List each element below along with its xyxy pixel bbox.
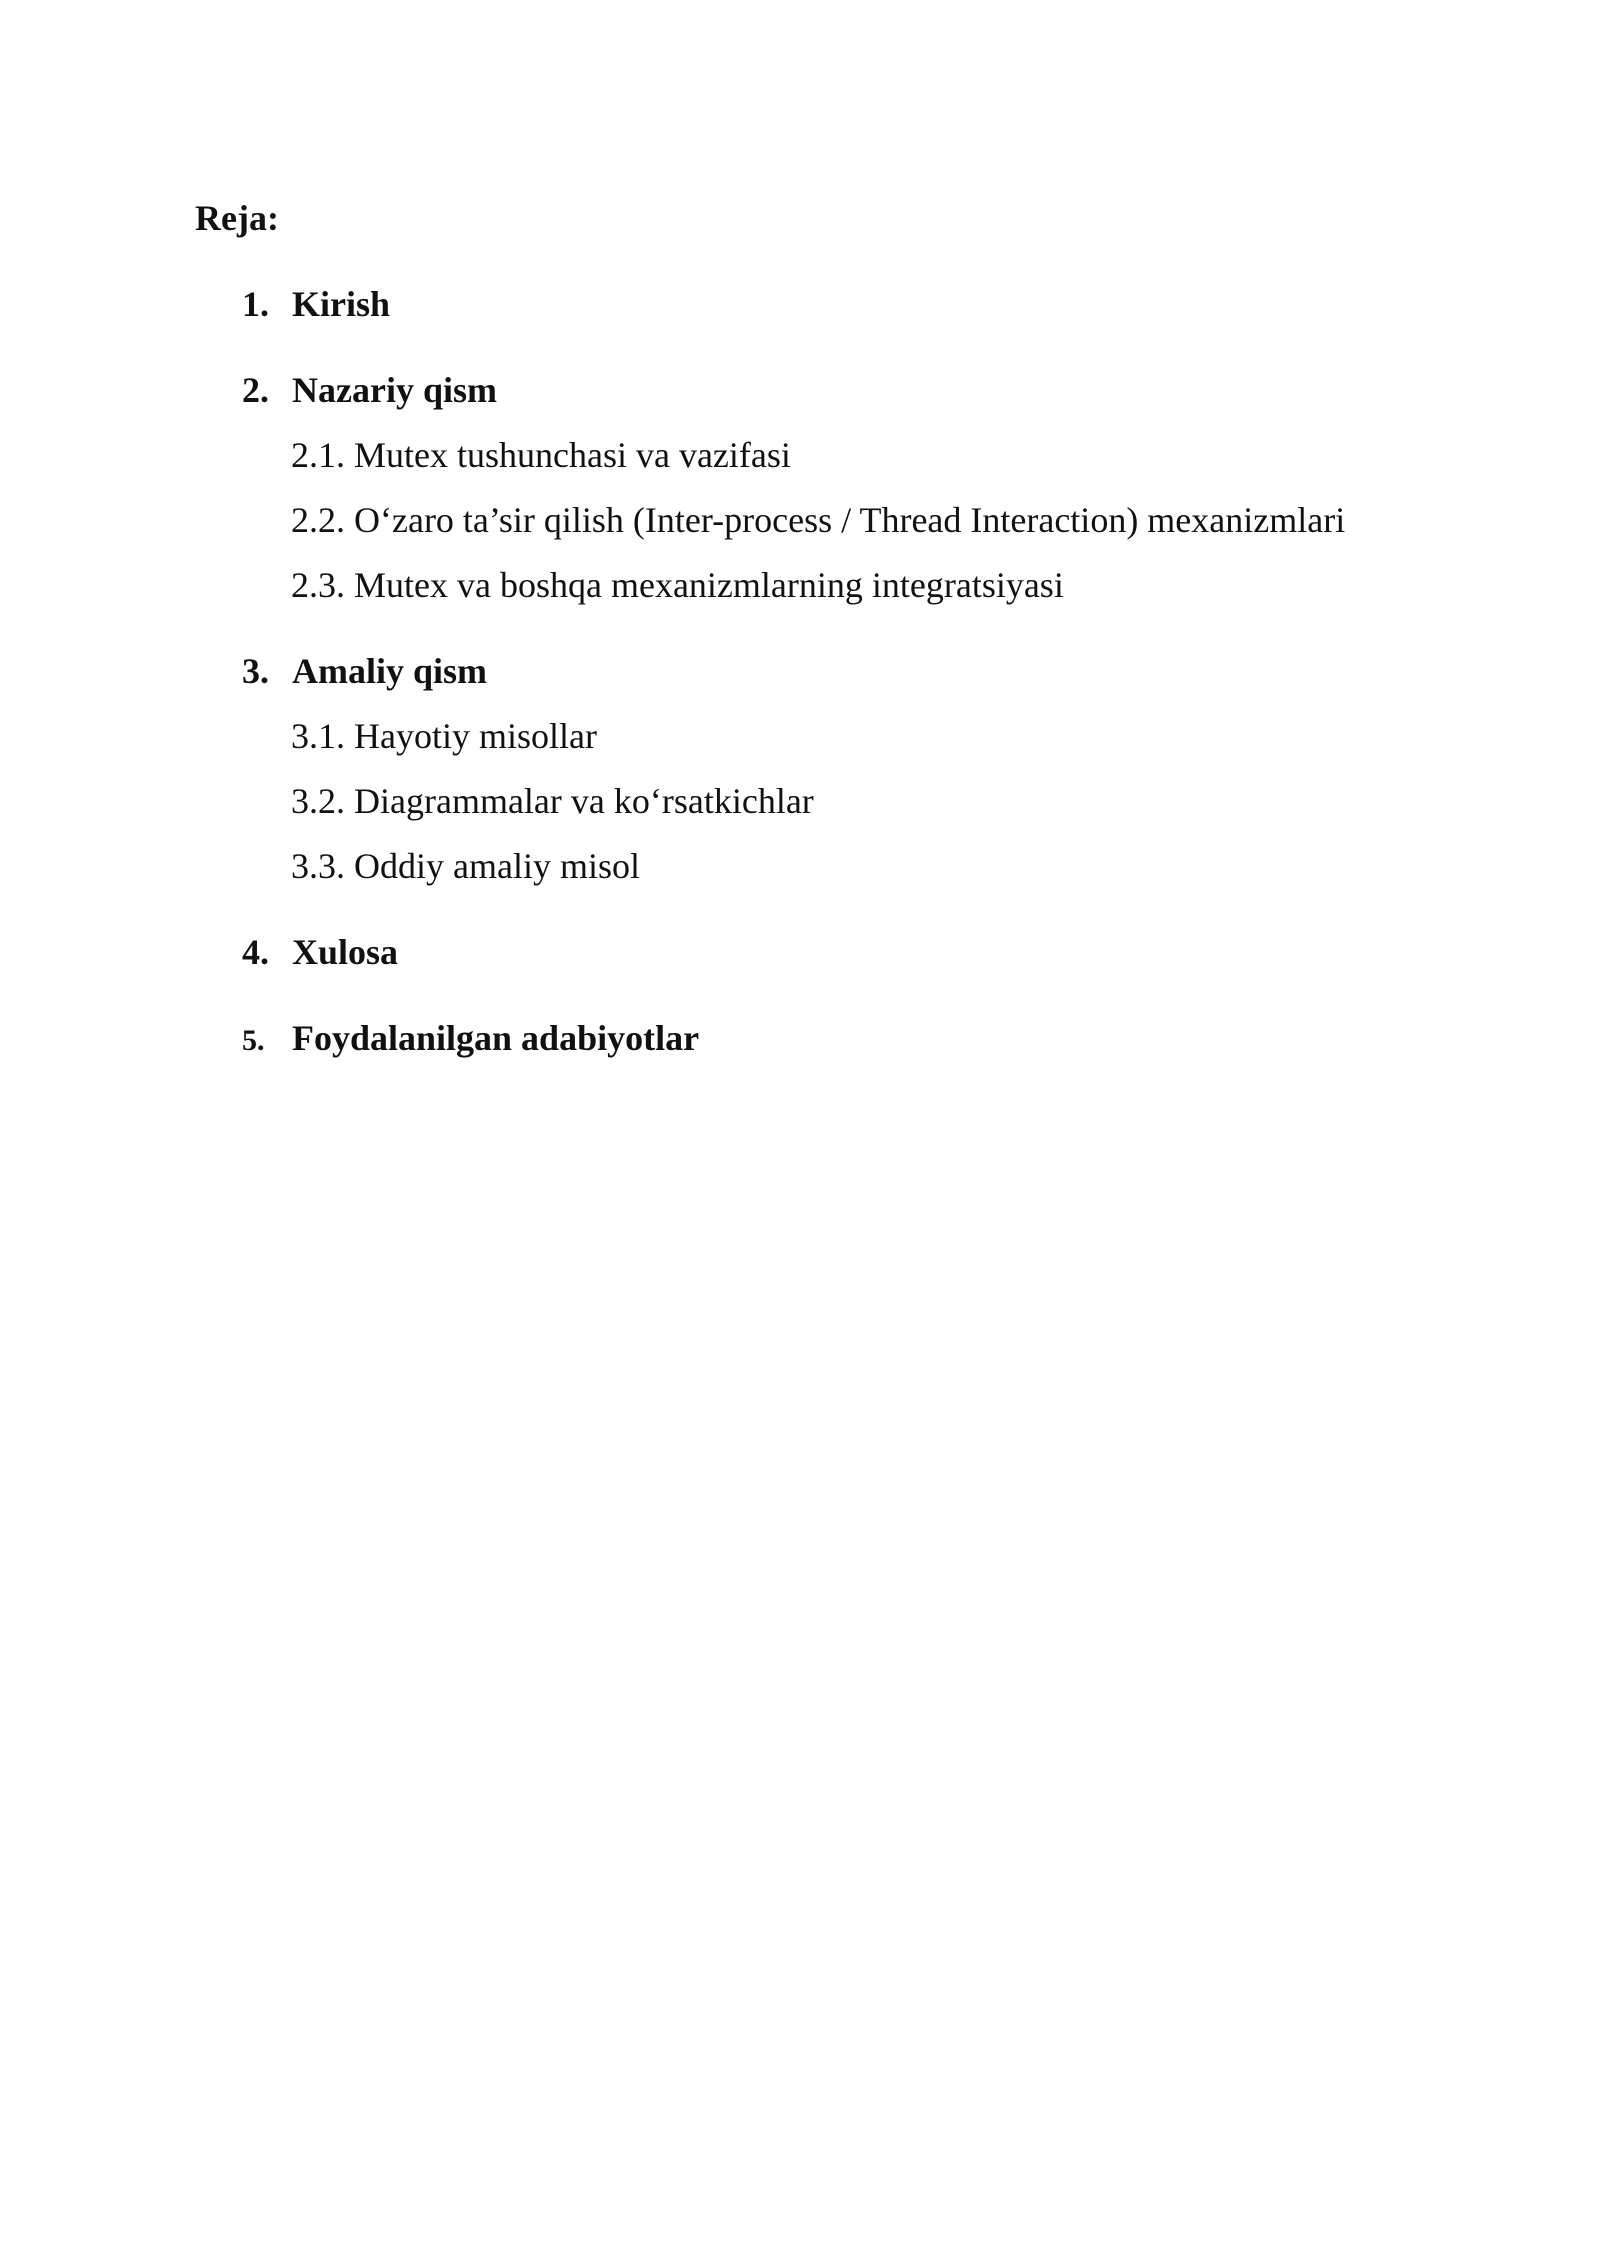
- section-number: 3.: [242, 651, 269, 691]
- subsection-item-2-2: 2.2. O‘zaro ta’sir qilish (Inter-process / Thread Interaction) mexanizmlari: [291, 500, 1346, 540]
- section-label: Amaliy qism: [292, 651, 488, 691]
- section-item-foydalanilgan-adabiyotlar: [242, 1016, 699, 1063]
- section-number: 2.: [242, 370, 269, 410]
- section-label: Kirish: [292, 284, 391, 324]
- section-number: 4.: [242, 932, 269, 972]
- subsection-item-2-3: 2.3. Mutex va boshqa mexanizmlarning integratsiyasi: [291, 565, 1064, 605]
- section-item-kirish: [242, 282, 390, 326]
- subsection-item-3-2: 3.2. Diagrammalar va ko‘rsatkichlar: [291, 781, 814, 821]
- subsection-item-2-1: 2.1. Mutex tushunchasi va vazifasi: [291, 435, 791, 475]
- section-number: 1.: [242, 284, 269, 324]
- section-label: Foydalanilgan adabiyotlar: [292, 1018, 700, 1058]
- section-item-xulosa: [242, 930, 398, 974]
- section-item-nazariy-qism: [242, 368, 497, 412]
- section-item-amaliy-qism: [242, 649, 487, 693]
- section-label: Nazariy qism: [292, 370, 497, 410]
- section-number: 5.: [242, 1024, 265, 1057]
- subsection-item-3-3: 3.3. Oddiy amaliy misol: [291, 846, 640, 886]
- section-label: Xulosa: [292, 932, 399, 972]
- subsection-item-3-1: 3.1. Hayotiy misollar: [291, 716, 597, 756]
- plan-title: Reja:: [195, 198, 279, 238]
